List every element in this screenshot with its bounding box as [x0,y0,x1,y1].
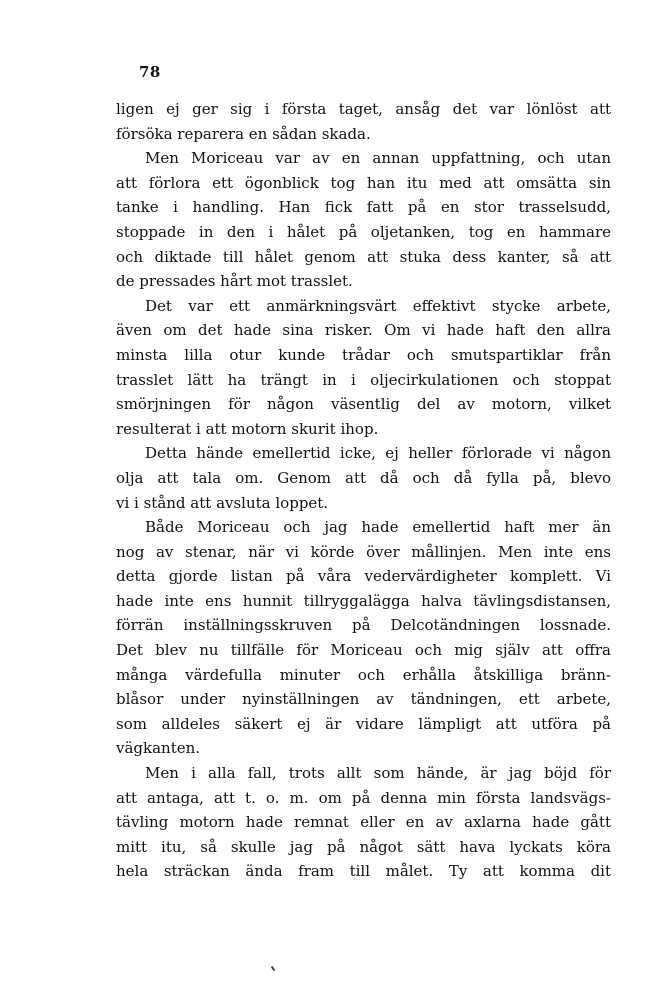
text-line: stoppade in den i hålet på oljetanken, tog en hammare [116,222,611,241]
text-line: tävling motorn hade remnat eller en av axlarna hade gått [116,813,611,832]
text-line: resulterat i att motorn skurit ihop. [116,419,379,438]
text-line: att förlora ett ögonblick tog han itu med att omsätta sin [116,173,611,192]
text-line: många värdefulla minuter och erhålla åtskilliga bränn- [116,665,611,684]
text-line: de pressades hårt mot trasslet. [116,272,353,291]
text-line: nog av stenar, när vi körde över mållinjen. Men inte ens [116,542,611,561]
text-line: Det blev nu tillfälle för Moriceau och mig själv att offra [116,641,611,660]
text-line: även om det hade sina risker. Om vi hade haft den allra [116,321,611,340]
text-line: ligen ej ger sig i första taget, ansåg det var lönlöst att [116,100,611,118]
paragraph [116,97,611,146]
text-line: Både Moriceau och jag hade emellertid haft mer än [145,518,611,537]
text-line: förrän inställningsskruven på Delcotändningen lossnade. [116,616,611,635]
text-line: Men Moriceau var av en annan uppfattning, och utan [145,149,611,168]
text-line: trasslet lätt ha trängt in i oljecirkulationen och stoppat [116,370,611,389]
paragraph [116,146,611,294]
text-line: att antaga, att t. o. m. om på denna min första landsvägs- [116,788,611,807]
page-number: 78 [139,63,161,81]
text-line: Detta hände emellertid icke, ej heller förlorade vi någon [145,444,611,463]
text-line: vi i stånd att avsluta loppet. [116,493,329,512]
text-line: som alldeles säkert ej är vidare lämpligt att utföra på [116,714,611,733]
paragraph [116,761,611,884]
paragraph [116,294,611,442]
text-line: minsta lilla otur kunde trådar och smutspartiklar från [116,345,611,364]
text-line: vägkanten. [116,739,201,758]
paragraph [116,515,611,761]
text-line: mitt itu, så skulle jag på något sätt hava lyckats köra [116,837,611,856]
text-line: och diktade till hålet genom att stuka dess kanter, så att [116,247,611,266]
text-line: detta gjorde listan på våra vedervärdigheter komplett. Vi [116,567,611,586]
text-line: tanke i handling. Han fick fatt på en stor trasselsudd, [116,198,611,217]
text-line: försöka reparera en sådan skada. [116,124,371,143]
text-line: hela sträckan ända fram till målet. Ty att komma dit [116,862,611,881]
print-speck [271,966,276,971]
text-line: blåsor under nyinställningen av tändningen, ett arbete, [116,690,611,709]
text-line: Men i alla fall, trots allt som hände, är jag böjd för [145,764,611,783]
text-line: Det var ett anmärkningsvärt effektivt stycke arbete, [145,296,611,315]
body-text [116,97,611,884]
paragraph [116,441,611,515]
text-line: hade inte ens hunnit tillryggalägga halva tävlingsdistansen, [116,591,611,610]
text-line: olja att tala om. Genom att då och då fylla på, blevo [116,468,611,487]
text-line: smörjningen för någon väsentlig del av motorn, vilket [116,395,611,414]
